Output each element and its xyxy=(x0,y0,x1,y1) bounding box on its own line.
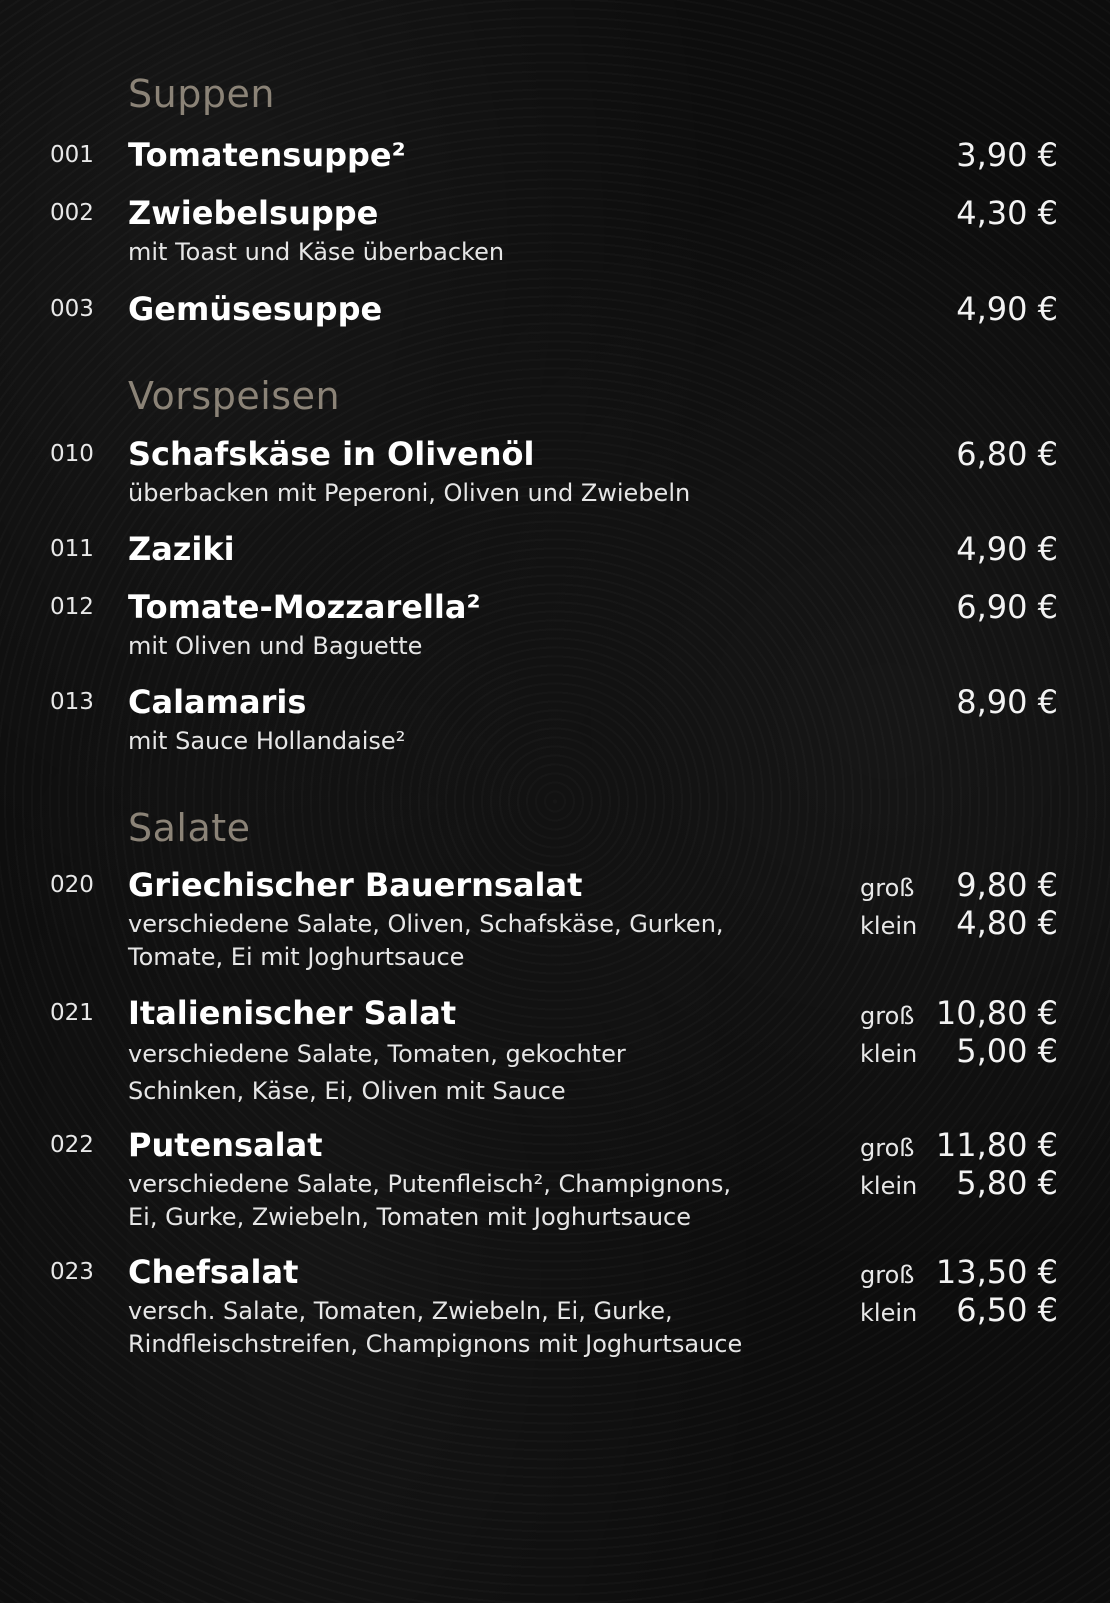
item-name: Zaziki xyxy=(128,530,235,568)
description-line: verschiedene Salate, Tomaten, gekochter xyxy=(128,1040,626,1068)
section-title-suppen: Suppen xyxy=(128,72,275,116)
small-size-label: klein xyxy=(860,912,918,940)
item-number: 003 xyxy=(50,296,94,322)
small-size-label: klein xyxy=(860,1040,918,1068)
item-name: Calamaris xyxy=(128,683,307,721)
item-description xyxy=(128,908,724,974)
description-line: versch. Salate, Tomaten, Zwiebeln, Ei, Gurke, xyxy=(128,1297,673,1325)
item-price: 4,30 € xyxy=(956,194,1058,232)
large-price: 11,80 € xyxy=(935,1126,1058,1164)
small-size-label: klein xyxy=(860,1299,918,1327)
item-price: 4,90 € xyxy=(956,290,1058,328)
item-number: 013 xyxy=(50,689,94,715)
item-description xyxy=(128,1295,742,1361)
item-description: mit Toast und Käse überbacken xyxy=(128,238,505,266)
description-line: verschiedene Salate, Putenfleisch², Champignons, xyxy=(128,1170,731,1198)
item-number: 022 xyxy=(50,1132,94,1158)
large-size-label: groß xyxy=(860,1134,915,1162)
description-line: Rindfleischstreifen, Champignons mit Joghurtsauce xyxy=(128,1330,743,1358)
description-line: Ei, Gurke, Zwiebeln, Tomaten mit Joghurtsauce xyxy=(128,1203,692,1231)
item-name: Griechischer Bauernsalat xyxy=(128,866,583,904)
item-description: mit Sauce Hollandaise² xyxy=(128,727,406,755)
large-price: 9,80 € xyxy=(956,866,1058,904)
large-price: 13,50 € xyxy=(935,1253,1058,1291)
small-price: 6,50 € xyxy=(956,1291,1058,1329)
item-name: Putensalat xyxy=(128,1126,323,1164)
item-description: mit Oliven und Baguette xyxy=(128,632,423,660)
small-size-label: klein xyxy=(860,1172,918,1200)
item-price: 3,90 € xyxy=(956,136,1058,174)
item-number: 023 xyxy=(50,1259,94,1285)
item-name: Chefsalat xyxy=(128,1253,299,1291)
item-number: 021 xyxy=(50,1000,94,1026)
section-title-vorspeisen: Vorspeisen xyxy=(128,374,341,418)
description-line: verschiedene Salate, Oliven, Schafskäse, Gurken, xyxy=(128,910,724,938)
description-line: Schinken, Käse, Ei, Oliven mit Sauce xyxy=(128,1077,566,1105)
item-name: Tomatensuppe² xyxy=(128,136,406,174)
item-name: Schafskäse in Olivenöl xyxy=(128,435,535,473)
item-number: 011 xyxy=(50,536,94,562)
item-name: Zwiebelsuppe xyxy=(128,194,379,232)
item-price: 6,90 € xyxy=(956,588,1058,626)
item-number: 010 xyxy=(50,441,94,467)
item-number: 020 xyxy=(50,872,94,898)
item-price: 4,90 € xyxy=(956,530,1058,568)
small-price: 4,80 € xyxy=(956,904,1058,942)
item-name: Gemüsesuppe xyxy=(128,290,383,328)
large-price: 10,80 € xyxy=(935,994,1058,1032)
item-number: 002 xyxy=(50,200,94,226)
description-line: Tomate, Ei mit Joghurtsauce xyxy=(128,943,465,971)
large-size-label: groß xyxy=(860,874,915,902)
section-title-salate: Salate xyxy=(128,806,251,850)
item-description: überbacken mit Peperoni, Oliven und Zwiebeln xyxy=(128,479,691,507)
small-price: 5,80 € xyxy=(956,1164,1058,1202)
item-price: 6,80 € xyxy=(956,435,1058,473)
item-name: Tomate-Mozzarella² xyxy=(128,588,481,626)
item-name: Italienischer Salat xyxy=(128,994,457,1032)
large-size-label: groß xyxy=(860,1261,915,1289)
item-number: 012 xyxy=(50,594,94,620)
large-size-label: groß xyxy=(860,1002,915,1030)
item-description xyxy=(128,1168,731,1234)
small-price: 5,00 € xyxy=(956,1032,1058,1070)
item-price: 8,90 € xyxy=(956,683,1058,721)
item-number: 001 xyxy=(50,142,94,168)
item-description xyxy=(128,1036,626,1110)
